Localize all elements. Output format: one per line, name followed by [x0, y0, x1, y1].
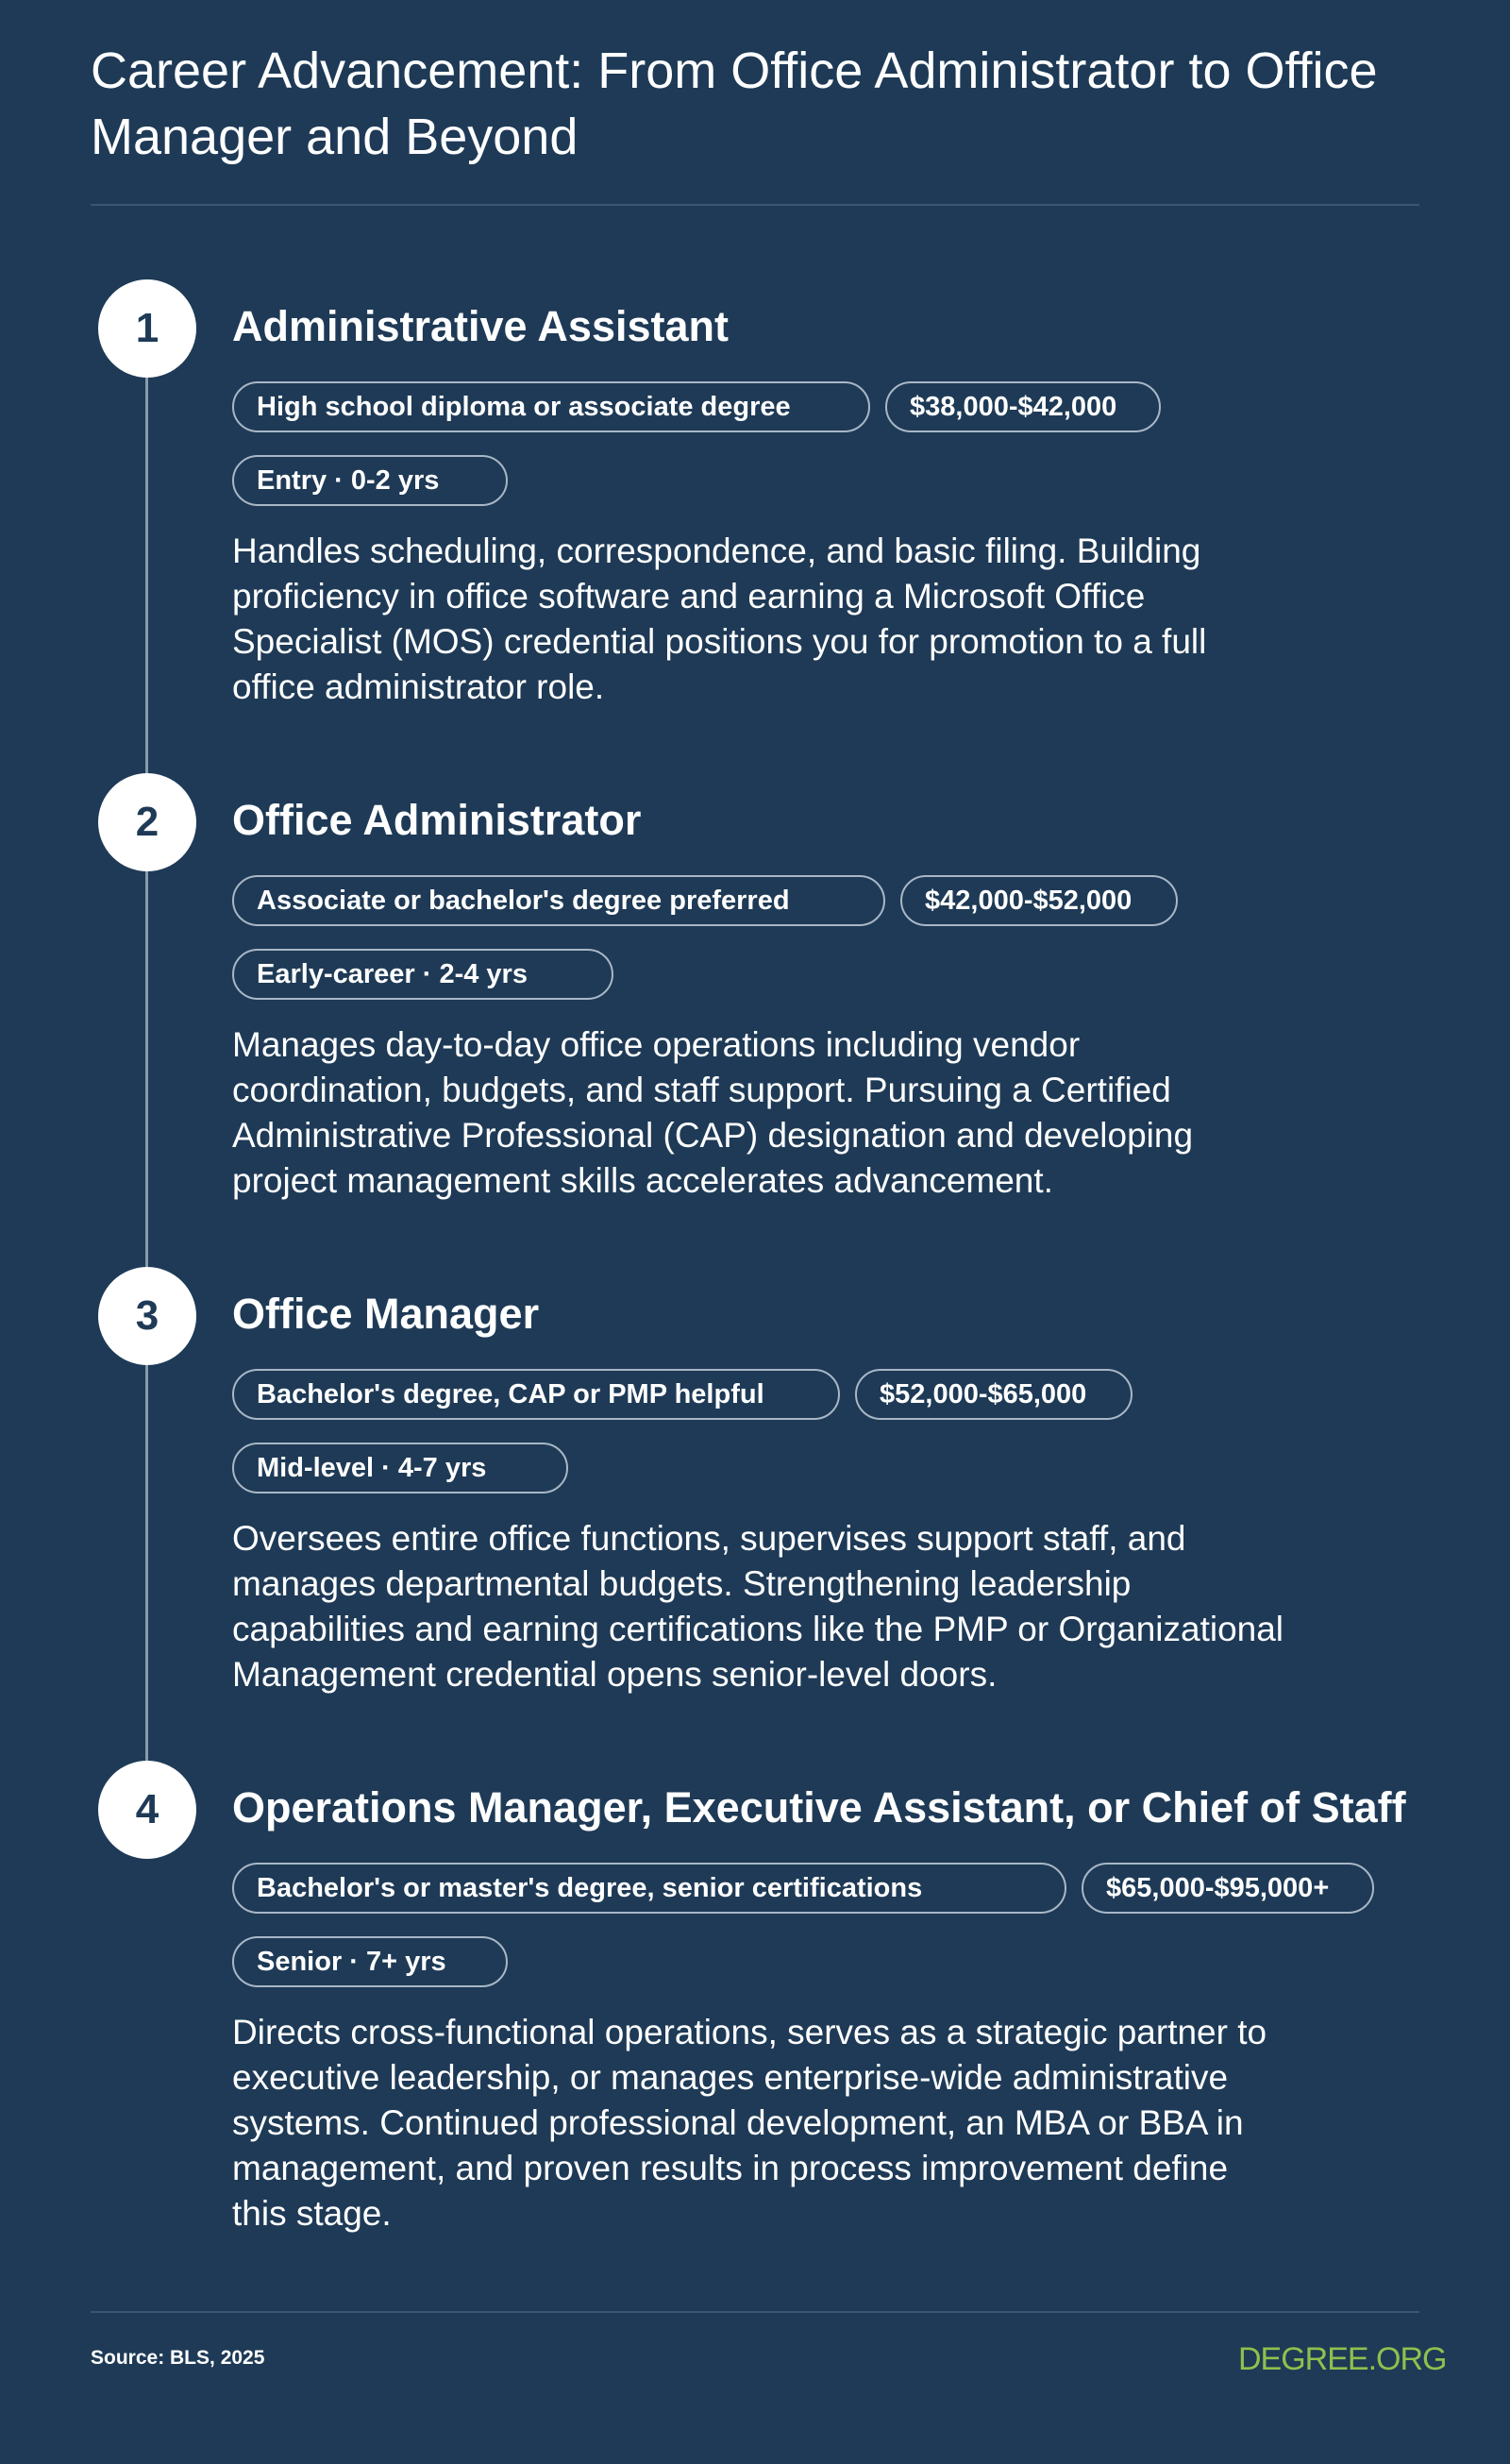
step-number-badge: 3: [98, 1267, 196, 1365]
salary-tag: $65,000-$95,000+: [1082, 1863, 1374, 1914]
step-title: Office Administrator: [232, 796, 642, 844]
education-tag: Bachelor's or master's degree, senior certifications: [232, 1863, 1066, 1914]
step-tags: [232, 381, 1421, 506]
step-tags: [232, 875, 1421, 1000]
experience-level-tag: Entry · 0-2 yrs: [232, 455, 508, 506]
source-note: Source: BLS, 2025: [91, 2347, 265, 2369]
step-title: Administrative Assistant: [232, 302, 729, 350]
step-description: Oversees entire office functions, supervises support staff, and manages departmental budgets. Strengthening leadership capabilities and earning certifications like the PMP or Organizational Management credential opens senior-level doors.: [232, 1519, 1284, 1694]
step-number-badge: 2: [98, 773, 196, 871]
step-description: Manages day-to-day office operations including vendor coordination, budgets, and staff support. Pursuing a Certified Administrative Professional (CAP) designation and developing project management skills accelerates advancement.: [232, 1025, 1194, 1200]
step-number-badge: 4: [98, 1761, 196, 1859]
salary-tag: $38,000-$42,000: [885, 381, 1161, 432]
experience-level-tag: Senior · 7+ yrs: [232, 1936, 508, 1987]
step-tags: [232, 1863, 1421, 1987]
step-title: Office Manager: [232, 1290, 540, 1338]
salary-tag: $52,000-$65,000: [855, 1369, 1132, 1420]
timeline-line: [145, 330, 148, 1803]
experience-level-tag: Mid-level · 4-7 yrs: [232, 1443, 568, 1494]
salary-tag: $42,000-$52,000: [900, 875, 1178, 926]
footer-divider: [91, 2311, 1419, 2313]
step-tags: [232, 1369, 1421, 1494]
education-tag: Associate or bachelor's degree preferred: [232, 875, 885, 926]
education-tag: Bachelor's degree, CAP or PMP helpful: [232, 1369, 840, 1420]
step-title: Operations Manager, Executive Assistant, or Chief of Staff: [232, 1783, 1406, 1831]
step-description: Handles scheduling, correspondence, and basic filing. Building proficiency in office software and earning a Microsoft Office Specialist (MOS) credential positions you for promotion to a full office administrator role.: [232, 532, 1207, 706]
brand-logo: DEGREE.ORG: [1238, 2341, 1447, 2377]
experience-level-tag: Early-career · 2-4 yrs: [232, 949, 613, 1000]
step-description: Directs cross-functional operations, serves as a strategic partner to executive leadership, or manages enterprise-wide administrative systems. Continued professional development, an MBA or BBA in management, and proven results in process improvement define this stage.: [232, 2013, 1267, 2233]
step-number-badge: 1: [98, 279, 196, 378]
page-title: Career Advancement: From Office Administrator to Office Manager and Beyond: [91, 42, 1378, 165]
header-divider: [91, 204, 1419, 206]
education-tag: High school diploma or associate degree: [232, 381, 870, 432]
